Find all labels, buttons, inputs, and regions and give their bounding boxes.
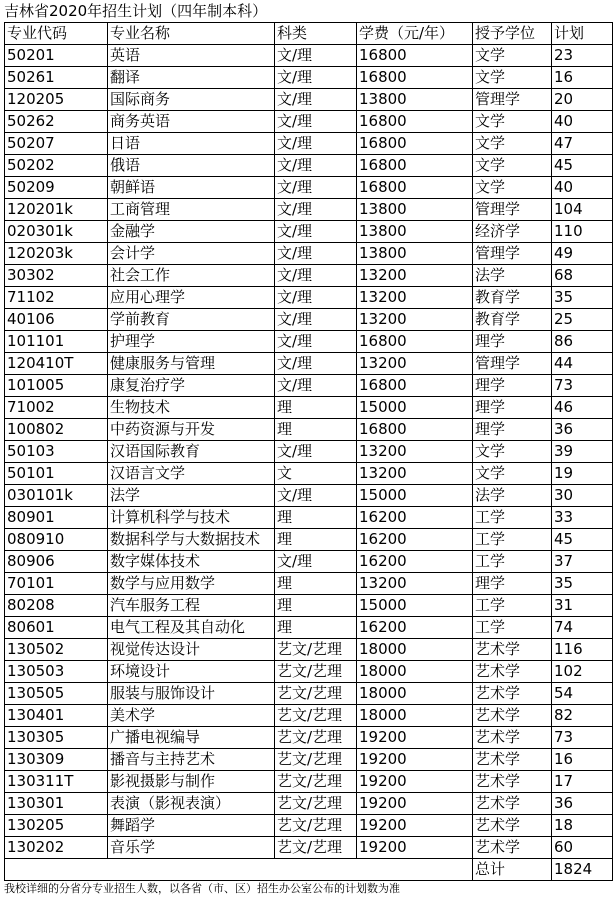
table-row: [5, 89, 613, 111]
category-cell: 文/理: [275, 111, 357, 133]
table-row: [5, 573, 613, 595]
tuition-cell: 13800: [357, 89, 473, 111]
plan-count-cell: 47: [552, 133, 613, 155]
tuition-cell: 16800: [357, 331, 473, 353]
header-plan: 计划: [552, 23, 613, 45]
degree-cell: 文学: [473, 177, 552, 199]
major-name-cell: 电气工程及其自动化: [108, 617, 275, 639]
category-cell: 文/理: [275, 353, 357, 375]
major-code-cell: 030101k: [5, 485, 108, 507]
table-row: [5, 595, 613, 617]
plan-count-cell: 36: [552, 793, 613, 815]
degree-cell: 管理学: [473, 199, 552, 221]
major-name-cell: 英语: [108, 45, 275, 67]
header-category: 科类: [275, 23, 357, 45]
tuition-cell: 15000: [357, 595, 473, 617]
major-code-cell: 130305: [5, 727, 108, 749]
major-name-cell: 健康服务与管理: [108, 353, 275, 375]
category-cell: 文/理: [275, 199, 357, 221]
category-cell: 文/理: [275, 177, 357, 199]
category-cell: 文/理: [275, 551, 357, 573]
table-row: [5, 485, 613, 507]
table-row: [5, 45, 613, 67]
degree-cell: 理学: [473, 375, 552, 397]
plan-count-cell: 33: [552, 507, 613, 529]
major-name-cell: 社会工作: [108, 265, 275, 287]
tuition-cell: 19200: [357, 837, 473, 859]
category-cell: 文: [275, 463, 357, 485]
major-name-cell: 汽车服务工程: [108, 595, 275, 617]
plan-count-cell: 35: [552, 287, 613, 309]
tuition-cell: 13200: [357, 441, 473, 463]
header-degree: 授予学位: [473, 23, 552, 45]
major-code-cell: 30302: [5, 265, 108, 287]
degree-cell: 工学: [473, 551, 552, 573]
tuition-cell: 13800: [357, 243, 473, 265]
tuition-cell: 18000: [357, 661, 473, 683]
major-name-cell: 播音与主持艺术: [108, 749, 275, 771]
category-cell: 艺文/艺理: [275, 683, 357, 705]
major-code-cell: 40106: [5, 309, 108, 331]
major-code-cell: 130205: [5, 815, 108, 837]
tuition-cell: 13800: [357, 221, 473, 243]
major-code-cell: 130505: [5, 683, 108, 705]
table-row: [5, 661, 613, 683]
degree-cell: 理学: [473, 573, 552, 595]
major-code-cell: 020301k: [5, 221, 108, 243]
plan-count-cell: 30: [552, 485, 613, 507]
major-name-cell: 计算机科学与技术: [108, 507, 275, 529]
major-code-cell: 120203k: [5, 243, 108, 265]
degree-cell: 艺术学: [473, 727, 552, 749]
plan-count-cell: 54: [552, 683, 613, 705]
table-row: [5, 353, 613, 375]
major-code-cell: 130503: [5, 661, 108, 683]
major-code-cell: 80901: [5, 507, 108, 529]
major-code-cell: 50201: [5, 45, 108, 67]
major-name-cell: 中药资源与开发: [108, 419, 275, 441]
tuition-cell: 13200: [357, 309, 473, 331]
degree-cell: 文学: [473, 441, 552, 463]
major-code-cell: 50103: [5, 441, 108, 463]
table-row: [5, 133, 613, 155]
table-row: [5, 771, 613, 793]
tuition-cell: 18000: [357, 683, 473, 705]
major-code-cell: 080910: [5, 529, 108, 551]
tuition-cell: 16800: [357, 111, 473, 133]
degree-cell: 管理学: [473, 89, 552, 111]
major-name-cell: 应用心理学: [108, 287, 275, 309]
category-cell: 文/理: [275, 265, 357, 287]
tuition-cell: 13200: [357, 573, 473, 595]
major-name-cell: 美术学: [108, 705, 275, 727]
major-code-cell: 120201k: [5, 199, 108, 221]
category-cell: 文/理: [275, 221, 357, 243]
table-row: [5, 639, 613, 661]
plan-count-cell: 86: [552, 331, 613, 353]
major-code-cell: 70101: [5, 573, 108, 595]
table-row: [5, 463, 613, 485]
plan-count-cell: 73: [552, 375, 613, 397]
major-code-cell: 50261: [5, 67, 108, 89]
plan-count-cell: 39: [552, 441, 613, 463]
degree-cell: 工学: [473, 595, 552, 617]
category-cell: 文/理: [275, 89, 357, 111]
category-cell: 理: [275, 507, 357, 529]
tuition-cell: 16800: [357, 45, 473, 67]
total-row: [5, 859, 613, 881]
plan-count-cell: 40: [552, 111, 613, 133]
category-cell: 艺文/艺理: [275, 727, 357, 749]
tuition-cell: 15000: [357, 485, 473, 507]
degree-cell: 文学: [473, 67, 552, 89]
category-cell: 艺文/艺理: [275, 793, 357, 815]
major-name-cell: 康复治疗学: [108, 375, 275, 397]
category-cell: 艺文/艺理: [275, 771, 357, 793]
degree-cell: 工学: [473, 507, 552, 529]
major-name-cell: 国际商务: [108, 89, 275, 111]
major-code-cell: 130309: [5, 749, 108, 771]
major-code-cell: 50202: [5, 155, 108, 177]
header-tuition: 学费（元/年）: [357, 23, 473, 45]
tuition-cell: 16200: [357, 529, 473, 551]
plan-count-cell: 36: [552, 419, 613, 441]
enrollment-plan-table: [4, 22, 613, 881]
major-name-cell: 环境设计: [108, 661, 275, 683]
tuition-cell: 13200: [357, 353, 473, 375]
plan-count-cell: 45: [552, 155, 613, 177]
major-name-cell: 舞蹈学: [108, 815, 275, 837]
degree-cell: 艺术学: [473, 815, 552, 837]
table-row: [5, 265, 613, 287]
table-row: [5, 419, 613, 441]
degree-cell: 艺术学: [473, 771, 552, 793]
major-code-cell: 71102: [5, 287, 108, 309]
major-code-cell: 80208: [5, 595, 108, 617]
tuition-cell: 16800: [357, 177, 473, 199]
plan-count-cell: 17: [552, 771, 613, 793]
table-row: [5, 309, 613, 331]
major-code-cell: 130202: [5, 837, 108, 859]
major-code-cell: 130311T: [5, 771, 108, 793]
plan-count-cell: 25: [552, 309, 613, 331]
table-row: [5, 331, 613, 353]
tuition-cell: 18000: [357, 639, 473, 661]
table-row: [5, 529, 613, 551]
category-cell: 艺文/艺理: [275, 705, 357, 727]
major-name-cell: 会计学: [108, 243, 275, 265]
table-body: [5, 23, 613, 881]
tuition-cell: 16800: [357, 67, 473, 89]
degree-cell: 文学: [473, 155, 552, 177]
table-row: [5, 617, 613, 639]
table-row: [5, 683, 613, 705]
degree-cell: 理学: [473, 419, 552, 441]
plan-count-cell: 45: [552, 529, 613, 551]
major-code-cell: 130401: [5, 705, 108, 727]
plan-count-cell: 37: [552, 551, 613, 573]
plan-count-cell: 35: [552, 573, 613, 595]
tuition-cell: 15000: [357, 397, 473, 419]
category-cell: 理: [275, 419, 357, 441]
major-code-cell: 120410T: [5, 353, 108, 375]
plan-count-cell: 116: [552, 639, 613, 661]
degree-cell: 艺术学: [473, 639, 552, 661]
table-row: [5, 287, 613, 309]
header-major-code: 专业代码: [5, 23, 108, 45]
degree-cell: 工学: [473, 617, 552, 639]
degree-cell: 文学: [473, 133, 552, 155]
degree-cell: 管理学: [473, 243, 552, 265]
major-name-cell: 视觉传达设计: [108, 639, 275, 661]
degree-cell: 理学: [473, 397, 552, 419]
plan-count-cell: 23: [552, 45, 613, 67]
total-label: 总计: [473, 859, 552, 881]
degree-cell: 艺术学: [473, 837, 552, 859]
tuition-cell: 16800: [357, 133, 473, 155]
major-name-cell: 工商管理: [108, 199, 275, 221]
plan-count-cell: 18: [552, 815, 613, 837]
major-code-cell: 80906: [5, 551, 108, 573]
major-name-cell: 广播电视编导: [108, 727, 275, 749]
major-name-cell: 日语: [108, 133, 275, 155]
table-row: [5, 177, 613, 199]
category-cell: 文/理: [275, 331, 357, 353]
table-row: [5, 243, 613, 265]
major-name-cell: 金融学: [108, 221, 275, 243]
tuition-cell: 16800: [357, 419, 473, 441]
plan-count-cell: 31: [552, 595, 613, 617]
table-row: [5, 727, 613, 749]
document-title: 吉林省2020年招生计划（四年制本科）: [4, 2, 268, 20]
degree-cell: 理学: [473, 331, 552, 353]
major-name-cell: 表演（影视表演）: [108, 793, 275, 815]
major-code-cell: 130301: [5, 793, 108, 815]
major-name-cell: 法学: [108, 485, 275, 507]
plan-count-cell: 110: [552, 221, 613, 243]
category-cell: 艺文/艺理: [275, 749, 357, 771]
degree-cell: 工学: [473, 529, 552, 551]
table-row: [5, 67, 613, 89]
plan-count-cell: 73: [552, 727, 613, 749]
table-row: [5, 837, 613, 859]
major-code-cell: 50209: [5, 177, 108, 199]
plan-count-cell: 74: [552, 617, 613, 639]
tuition-cell: 19200: [357, 815, 473, 837]
tuition-cell: 13800: [357, 199, 473, 221]
category-cell: 文/理: [275, 375, 357, 397]
table-row: [5, 111, 613, 133]
category-cell: 理: [275, 397, 357, 419]
tuition-cell: 19200: [357, 749, 473, 771]
major-name-cell: 数据科学与大数据技术: [108, 529, 275, 551]
major-name-cell: 数字媒体技术: [108, 551, 275, 573]
degree-cell: 教育学: [473, 287, 552, 309]
header-major-name: 专业名称: [108, 23, 275, 45]
degree-cell: 文学: [473, 111, 552, 133]
degree-cell: 经济学: [473, 221, 552, 243]
plan-count-cell: 60: [552, 837, 613, 859]
major-code-cell: 130502: [5, 639, 108, 661]
category-cell: 艺文/艺理: [275, 661, 357, 683]
table-row: [5, 793, 613, 815]
category-cell: 艺文/艺理: [275, 815, 357, 837]
category-cell: 文/理: [275, 67, 357, 89]
table-row: [5, 199, 613, 221]
category-cell: 文/理: [275, 309, 357, 331]
tuition-cell: 16800: [357, 155, 473, 177]
major-name-cell: 护理学: [108, 331, 275, 353]
footnote: 我校详细的分省分专业招生人数，以各省（市、区）招生办公室公布的计划数为准: [4, 882, 400, 895]
category-cell: 艺文/艺理: [275, 639, 357, 661]
major-code-cell: 50101: [5, 463, 108, 485]
total-row-blank-cell: [5, 859, 473, 881]
major-name-cell: 翻译: [108, 67, 275, 89]
major-name-cell: 朝鲜语: [108, 177, 275, 199]
degree-cell: 艺术学: [473, 661, 552, 683]
category-cell: 理: [275, 529, 357, 551]
major-code-cell: 50262: [5, 111, 108, 133]
tuition-cell: 13200: [357, 287, 473, 309]
category-cell: 文/理: [275, 155, 357, 177]
plan-count-cell: 16: [552, 67, 613, 89]
plan-count-cell: 40: [552, 177, 613, 199]
tuition-cell: 16200: [357, 507, 473, 529]
degree-cell: 管理学: [473, 353, 552, 375]
table-row: [5, 397, 613, 419]
plan-count-cell: 49: [552, 243, 613, 265]
category-cell: 文/理: [275, 441, 357, 463]
table-row: [5, 507, 613, 529]
tuition-cell: 16200: [357, 551, 473, 573]
table-row: [5, 551, 613, 573]
table-row: [5, 705, 613, 727]
table-row: [5, 441, 613, 463]
category-cell: 艺文/艺理: [275, 837, 357, 859]
degree-cell: 艺术学: [473, 749, 552, 771]
degree-cell: 文学: [473, 45, 552, 67]
plan-count-cell: 19: [552, 463, 613, 485]
table-row: [5, 815, 613, 837]
category-cell: 理: [275, 617, 357, 639]
table-row: [5, 155, 613, 177]
major-name-cell: 音乐学: [108, 837, 275, 859]
degree-cell: 艺术学: [473, 793, 552, 815]
category-cell: 文/理: [275, 287, 357, 309]
major-code-cell: 50207: [5, 133, 108, 155]
major-name-cell: 俄语: [108, 155, 275, 177]
major-name-cell: 生物技术: [108, 397, 275, 419]
major-name-cell: 汉语国际教育: [108, 441, 275, 463]
tuition-cell: 19200: [357, 771, 473, 793]
tuition-cell: 16200: [357, 617, 473, 639]
major-code-cell: 71002: [5, 397, 108, 419]
category-cell: 文/理: [275, 243, 357, 265]
plan-count-cell: 44: [552, 353, 613, 375]
plan-count-cell: 46: [552, 397, 613, 419]
degree-cell: 文学: [473, 463, 552, 485]
table-row: [5, 375, 613, 397]
major-name-cell: 汉语言文学: [108, 463, 275, 485]
category-cell: 文/理: [275, 45, 357, 67]
plan-count-cell: 104: [552, 199, 613, 221]
major-name-cell: 服装与服饰设计: [108, 683, 275, 705]
major-name-cell: 影视摄影与制作: [108, 771, 275, 793]
table-row: [5, 749, 613, 771]
plan-count-cell: 102: [552, 661, 613, 683]
table-row: [5, 221, 613, 243]
category-cell: 文/理: [275, 485, 357, 507]
plan-count-cell: 20: [552, 89, 613, 111]
tuition-cell: 18000: [357, 705, 473, 727]
degree-cell: 艺术学: [473, 705, 552, 727]
plan-count-cell: 82: [552, 705, 613, 727]
major-code-cell: 100802: [5, 419, 108, 441]
major-name-cell: 学前教育: [108, 309, 275, 331]
degree-cell: 教育学: [473, 309, 552, 331]
major-code-cell: 101101: [5, 331, 108, 353]
major-name-cell: 商务英语: [108, 111, 275, 133]
header-row: [5, 23, 613, 45]
tuition-cell: 19200: [357, 793, 473, 815]
tuition-cell: 16800: [357, 375, 473, 397]
tuition-cell: 13200: [357, 265, 473, 287]
degree-cell: 艺术学: [473, 683, 552, 705]
total-value: 1824: [552, 859, 613, 881]
tuition-cell: 13200: [357, 463, 473, 485]
major-name-cell: 数学与应用数学: [108, 573, 275, 595]
category-cell: 理: [275, 595, 357, 617]
major-code-cell: 80601: [5, 617, 108, 639]
major-code-cell: 101005: [5, 375, 108, 397]
category-cell: 文/理: [275, 133, 357, 155]
category-cell: 理: [275, 573, 357, 595]
degree-cell: 法学: [473, 265, 552, 287]
tuition-cell: 19200: [357, 727, 473, 749]
degree-cell: 法学: [473, 485, 552, 507]
plan-count-cell: 68: [552, 265, 613, 287]
major-code-cell: 120205: [5, 89, 108, 111]
plan-count-cell: 16: [552, 749, 613, 771]
